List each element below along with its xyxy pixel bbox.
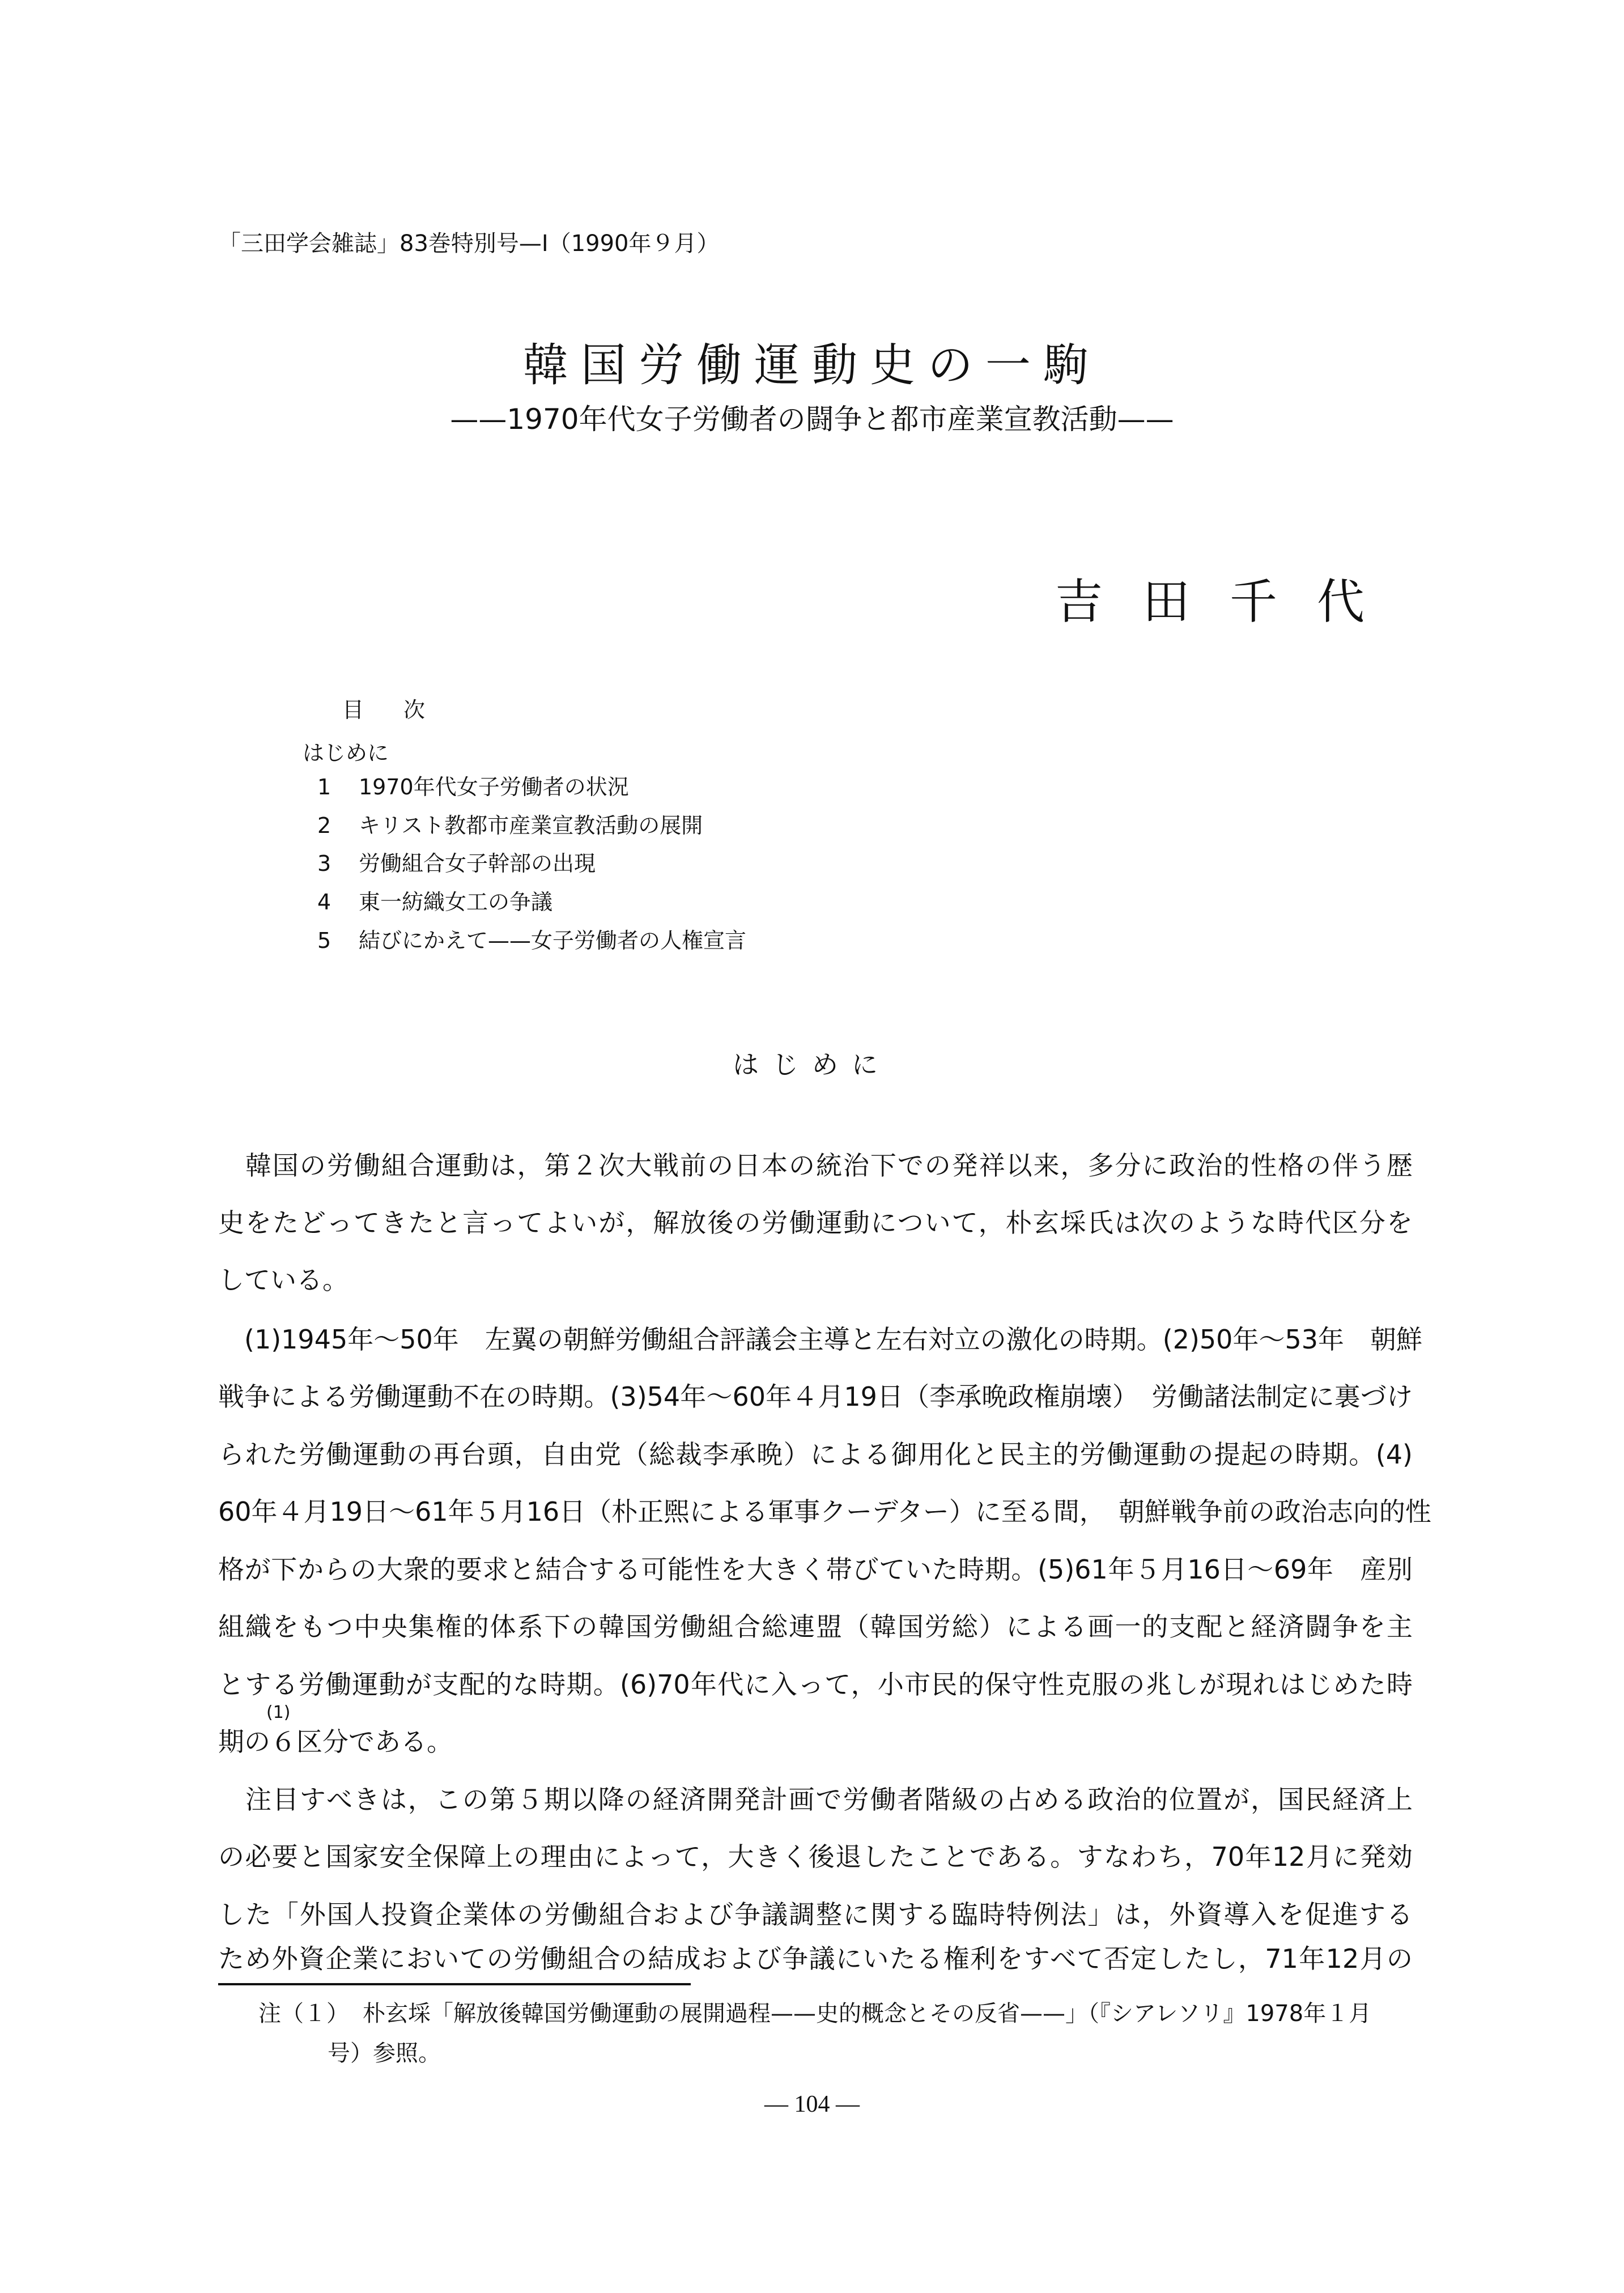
body-line: られた労働運動の再台頭，自由党（総裁李承晩）による御用化と民主的労働運動の提起の時期。(4): [218, 1439, 1413, 1470]
author-name: 吉田千代: [1055, 574, 1405, 629]
footnote-reference[interactable]: (1): [266, 1703, 291, 1722]
page-number: — 104 —: [764, 2091, 860, 2117]
body-line: 組織をもつ中央集権的体系下の韓国労働組合総連盟（韓国労総）による画一的支配と経済闘争を主: [218, 1611, 1413, 1642]
body-line: した「外国人投資企業体の労働組合および争議調整に関する臨時特例法」は，外資導入を促進する: [218, 1899, 1413, 1930]
toc-item-number: 2: [317, 813, 331, 838]
toc-item: [317, 846, 596, 877]
footnote-text-continued: 号）参照。: [328, 2040, 441, 2066]
footnote-label: 注（１）: [258, 2001, 349, 2027]
toc-item-number: 3: [317, 851, 331, 876]
toc-item-number: 1: [317, 775, 331, 799]
toc-item-number: 4: [317, 890, 331, 914]
body-line: 史をたどってきたと言ってよいが，解放後の労働運動について，朴玄埰氏は次のような時代区分を: [218, 1207, 1413, 1238]
toc-item-label: キリスト教都市産業宣教活動の展開: [359, 813, 703, 838]
toc-item: [317, 884, 552, 916]
body-line: 注目すべきは，この第５期以降の経済開発計画で労働者階級の占める政治的位置が，国民経済上: [218, 1784, 1413, 1815]
article-subtitle: ——1970年代女子労働者の闘争と都市産業宣教活動——: [450, 403, 1174, 436]
body-line: している。: [218, 1265, 348, 1295]
body-line: 期の６区分である。: [218, 1726, 453, 1757]
toc-item-intro: はじめに: [303, 741, 389, 765]
body-line: (1)1945年～50年 左翼の朝鮮労働組合評議会主導と左右対立の激化の時期。(2)50年～53年 朝鮮: [218, 1324, 1422, 1355]
footnote-divider: [218, 1983, 691, 1985]
journal-header: 「三田学会雑誌」83巻特別号—Ⅰ（1990年９月）: [218, 231, 720, 257]
toc-heading: 目次: [342, 697, 465, 722]
toc-item: [317, 923, 746, 954]
body-line: 60年４月19日～61年５月16日（朴正煕による軍事クーデター）に至る間， 朝鮮戦争前の政治志向的性: [218, 1496, 1431, 1527]
toc-item-label: 労働組合女子幹部の出現: [359, 851, 596, 876]
footnote-entry: [258, 2000, 1371, 2027]
section-heading: はじめに: [733, 1049, 891, 1080]
article-title: 韓国労働運動史の一駒: [523, 339, 1101, 392]
toc-item-label: 結びにかえて——女子労働者の人権宣言: [359, 928, 747, 953]
body-line: ため外資企業においての労働組合の結成および争議にいたる権利をすべて否定したし，71年12月の: [218, 1943, 1413, 1974]
toc-item: [317, 808, 703, 839]
body-line: 格が下からの大衆的要求と結合する可能性を大きく帯びていた時期。(5)61年５月16日～69年 産別: [218, 1554, 1413, 1585]
toc-item-label: 東一紡織女工の争議: [359, 890, 553, 914]
body-line: 韓国の労働組合運動は，第２次大戦前の日本の統治下での発祥以来，多分に政治的性格の伴う歴: [218, 1150, 1413, 1181]
toc-item-label: 1970年代女子労働者の状況: [359, 775, 629, 799]
footnote-text: 朴玄埰「解放後韓国労働運動の展開過程——史的概念とその反省——」（『シアレソリ』1978年１月: [363, 2001, 1372, 2027]
body-line: 戦争による労働運動不在の時期。(3)54年～60年４月19日（李承晩政権崩壊） 労働諸法制定に裏づけ: [218, 1381, 1413, 1412]
body-line: とする労働運動が支配的な時期。(6)70年代に入って，小市民的保守性克服の兆しが現れはじめた時: [218, 1669, 1413, 1700]
toc-item-number: 5: [317, 928, 331, 953]
toc-item: [317, 769, 629, 801]
body-line: の必要と国家安全保障上の理由によって，大きく後退したことである。すなわち，70年12月に発効: [218, 1841, 1413, 1872]
